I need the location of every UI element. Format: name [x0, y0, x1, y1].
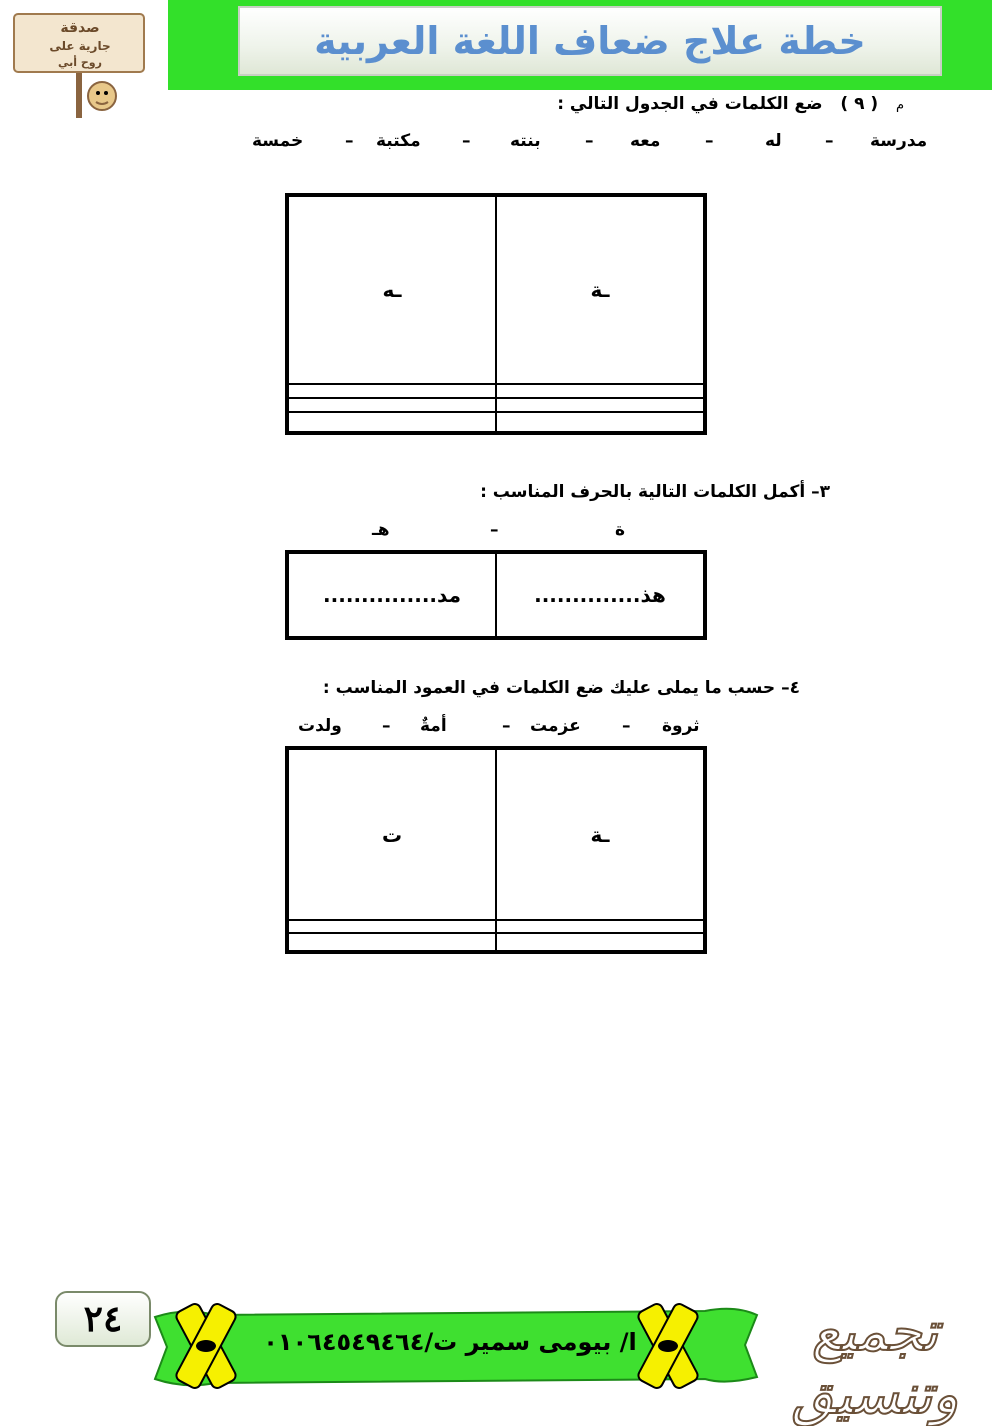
compiled-signature: تجميع وتنسيق	[791, 1300, 959, 1426]
dash: –	[585, 131, 594, 151]
sign-line-1: صدقة	[60, 20, 100, 36]
dash: –	[490, 520, 499, 540]
table-cell[interactable]	[496, 384, 705, 398]
title-box	[238, 6, 942, 76]
table-cell[interactable]	[287, 933, 496, 952]
page-number-box	[55, 1291, 151, 1347]
word-6: خمسة	[252, 131, 304, 151]
page-title: خطة علاج ضعاف اللغة العربية	[314, 19, 866, 63]
dash: –	[825, 131, 834, 151]
word-4: بنته	[510, 131, 541, 151]
dash: –	[382, 716, 391, 736]
table-header: ـه	[287, 195, 496, 384]
word-2: عزمت	[530, 716, 581, 736]
word-3: معه	[630, 131, 661, 151]
section3-instruction: ٣– أكمل الكلمات التالية بالحرف المناسب :	[480, 482, 830, 502]
charity-sign-illustration	[10, 6, 150, 126]
word-5: مكتبة	[376, 131, 421, 151]
table-header: ـة	[496, 195, 705, 384]
table-cell[interactable]	[496, 398, 705, 412]
letter-taa-marbuta: ة	[615, 520, 626, 540]
table-cell[interactable]	[496, 920, 705, 933]
word-2: له	[765, 131, 782, 151]
table-cell[interactable]	[496, 933, 705, 952]
fill-cell[interactable]: هذ..............	[496, 552, 705, 638]
section1-table	[285, 193, 707, 435]
section1-number: ( ٩ )	[840, 94, 879, 114]
section1-instruction: ضع الكلمات في الجدول التالي :	[557, 94, 823, 114]
sign-line-3: روح أبي	[58, 56, 102, 69]
table-cell[interactable]	[287, 920, 496, 933]
fill-cell[interactable]: مد...............	[287, 552, 496, 638]
table-cell[interactable]	[287, 384, 496, 398]
page-number: ٢٤	[83, 1298, 123, 1340]
table-cell[interactable]	[496, 412, 705, 433]
dash: –	[462, 131, 471, 151]
section1-heading	[557, 94, 904, 114]
section4-table	[285, 746, 707, 954]
word-3: أمةٌ	[420, 716, 447, 736]
word-1: مدرسة	[870, 131, 928, 151]
author-contact: ا/ بيومى سمير ت/٠١٠٦٤٥٤٩٤٦٤	[263, 1328, 637, 1356]
dash: –	[502, 716, 511, 736]
dash: –	[622, 716, 631, 736]
table-header: ت	[287, 748, 496, 920]
section1-prefix: م	[895, 98, 904, 113]
letter-haa: هـ	[372, 520, 390, 540]
sign-line-2: جارية على	[49, 39, 111, 53]
word-1: ثروة	[662, 716, 700, 736]
section3-table	[285, 550, 707, 640]
table-header: ـة	[496, 748, 705, 920]
dash: –	[705, 131, 714, 151]
table-cell[interactable]	[287, 412, 496, 433]
section4-instruction: ٤– حسب ما يملى عليك ضع الكلمات في العمود المناسب :	[322, 678, 800, 698]
dash: –	[345, 131, 354, 151]
table-cell[interactable]	[287, 398, 496, 412]
word-4: ولدت	[298, 716, 342, 736]
